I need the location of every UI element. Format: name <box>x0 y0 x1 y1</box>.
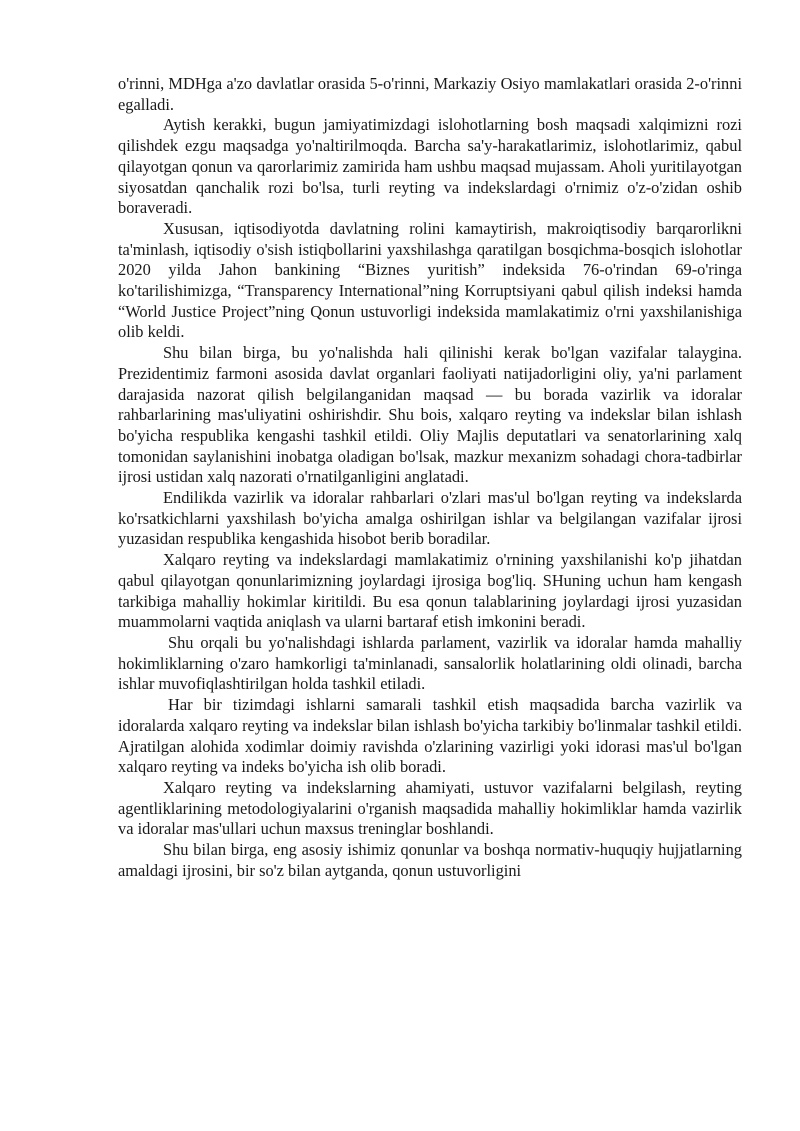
paragraph-10: Shu bilan birga, eng asosiy ishimiz qonunlar va boshqa normativ-huquqiy hujjatlarning amaldagi ijrosini, bir so'z bilan aytganda, qonun ustuvorligini <box>118 840 742 880</box>
paragraph-6: Xalqaro reyting va indekslardagi mamlakatimiz o'rnining yaxshilanishi ko'p jihatdan qabul qilayotgan qonunlarimizning joylardagi ijrosiga bog'liq. SHuning uchun ham kengash tarkibiga mahalliy hokimlar kiritildi. Bu esa qonun talablarining joylardagi ijrosi yuzasidan muammolarni vaqtida aniqlash va ularni bartaraf etish imkonini beradi. <box>118 550 742 632</box>
paragraph-8: Har bir tizimdagi ishlarni samarali tashkil etish maqsadida barcha vazirlik va idoralarda xalqaro reyting va indekslar bilan ishlash bo'yicha tarkibiy bo'linmalar tashkil etildi. Ajratilgan alohida xodimlar doimiy ravishda o'zlarining vazirligi yoki idorasi mas'ul bo'lgan xalqaro reyting va indeks bo'yicha ish olib boradi. <box>118 695 742 777</box>
paragraph-9: Xalqaro reyting va indekslarning ahamiyati, ustuvor vazifalarni belgilash, reyting agentliklarining metodologiyalarini o'rganish maqsadida mahalliy hokimliklar hamda vazirlik va idoralar mas'ullari uchun maxsus treninglar boshlandi. <box>118 777 742 839</box>
paragraph-1: o'rinni, MDHga a'zo davlatlar orasida 5-o'rinni, Markaziy Osiyo mamlakatlari orasida 2-o'rinni egalladi. <box>118 74 742 114</box>
paragraph-4: Shu bilan birga, bu yo'nalishda hali qilinishi kerak bo'lgan vazifalar talaygina. Prezidentimiz farmoni asosida davlat organlari faoliyati natijadorligini oliy, ya'ni parlament darajasida nazorat qilish belgilanganidan maqsad — bu borada vazirlik va idoralar rahbarlarining mas'uliyatini oshirishdir. Shu bois, xalqaro reyting va indekslar bilan ishlash bo'yicha respublika kengashi tashkil etildi. Oliy Majlis deputatlari va senatorlarining xalq tomonidan saylanishini inobatga oladigan bo'lsak, mazkur mexanizm sohadagi chora-tadbirlar ijrosi ustidan xalq nazorati o'rnatilganligini anglatadi. <box>118 343 742 487</box>
paragraph-7: Shu orqali bu yo'nalishdagi ishlarda parlament, vazirlik va idoralar hamda mahalliy hokimliklarning o'zaro hamkorligi ta'minlanadi, sansalorlik holatlarining oldi olinadi, barcha ishlar muvofiqlashtirilgan holda tashkil etiladi. <box>118 632 742 694</box>
paragraph-3: Xususan, iqtisodiyotda davlatning rolini kamaytirish, makroiqtisodiy barqarorlikni ta'minlash, iqtisodiy o'sish istiqbollarini yaxshilashga qaratilgan bosqichma-bosqich islohotlar 2020 yilda Jahon bankining “Biznes yuritish” indeksida 76-o'rindan 69-o'ringa ko'tarilishimizga, “Transparency International”ning Korruptsiyani qabul qilish indeksi hamda “World Justice Project”ning Qonun ustuvorligi indeksida mamlakatimiz o'rni yaxshilanishiga olib keldi. <box>118 218 742 342</box>
paragraph-2: Aytish kerakki, bugun jamiyatimizdagi islohotlarning bosh maqsadi xalqimizni rozi qilishdek ezgu maqsadga yo'naltirilmoqda. Barcha sa'y-harakatlarimiz, islohotlarimiz, qabul qilayotgan qonun va qarorlarimiz zamirida ham ushbu maqsad mujassam. Aholi yuritilayotgan siyosatdan qanchalik rozi bo'lsa, turli reyting va indekslardagi o'rnimiz o'z-o'zidan oshib boraveradi. <box>118 115 742 218</box>
paragraph-5: Endilikda vazirlik va idoralar rahbarlari o'zlari mas'ul bo'lgan reyting va indekslarda ko'rsatkichlarni yaxshilash bo'yicha amalga oshirilgan ishlar va belgilangan vazifalar ijrosi yuzasidan respublika kengashida hisobot berib boradilar. <box>118 488 742 549</box>
document-page <box>118 74 742 881</box>
